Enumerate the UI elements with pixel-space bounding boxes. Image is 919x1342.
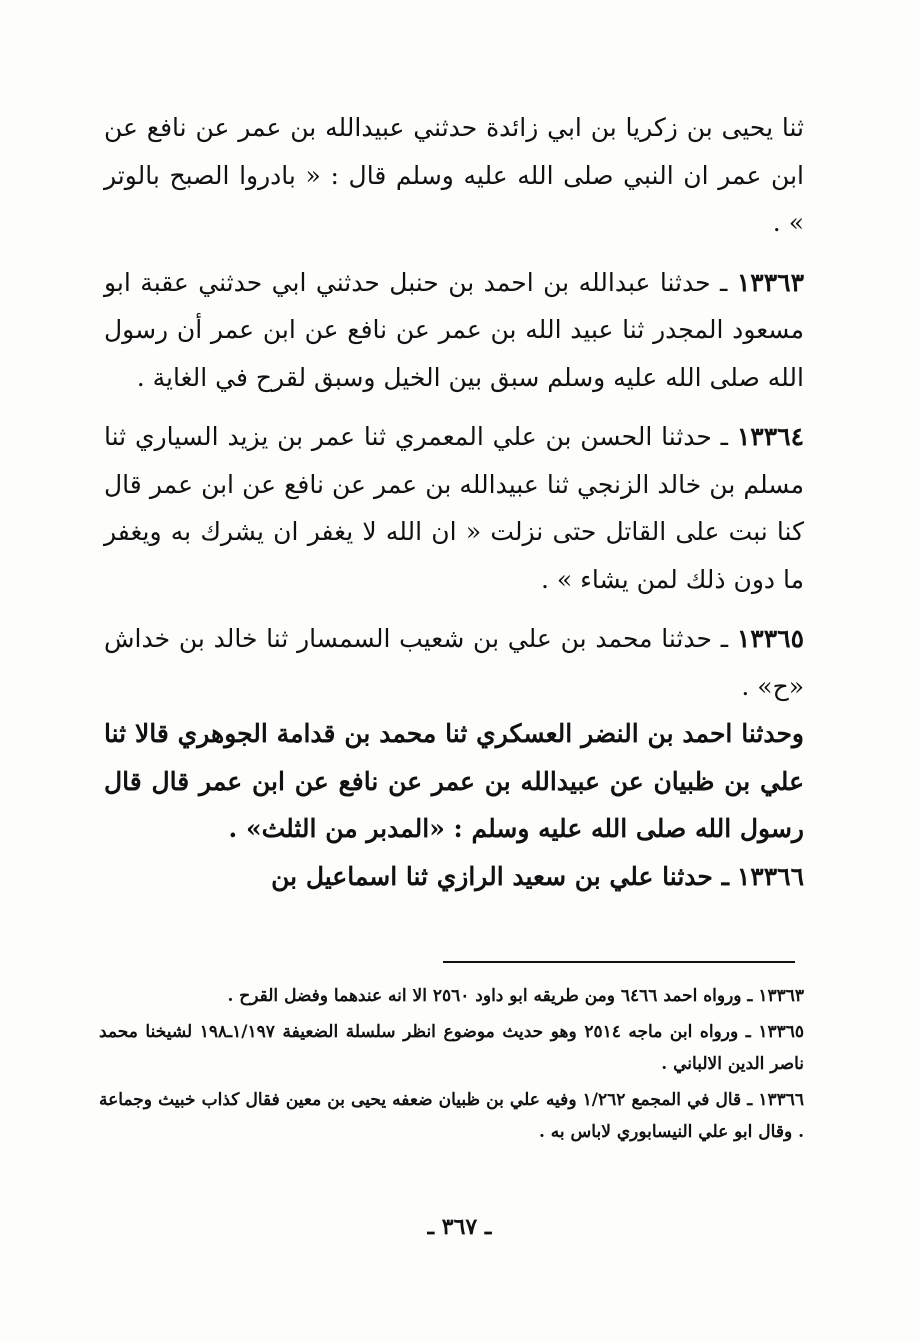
hadith-text: ثنا يحيى بن زكريا بن ابي زائدة حدثني عبيدالله بن عمر عن نافع عن ابن عمر ان النبي صلى الله عليه وسلم قال : « بادروا الصبح بالوتر » . xyxy=(104,113,804,237)
footnote-13366: ١٣٣٦٦ ـ قال في المجمع ١/٢٦٢ وفيه علي بن ظبيان ضعفه يحيى بن معين فقال كذاب خبيث وجماعة . وقال ابو علي النيسابوري لاباس به . xyxy=(99,1090,804,1142)
hadith-text: ـ حدثنا الحسن بن علي المعمري ثنا عمر بن يزيد السياري ثنا مسلم بن خالد الزنجي ثنا عبيدالله بن عمر عن نافع عن ابن عمر قال كنا نبت على القاتل حتى نزلت « ان الله لا يغفر ان يشرك به ويغفر ما دون ذلك لمن يشاء » . xyxy=(104,422,804,594)
page-number: ـ ٣٦٧ ـ xyxy=(427,1214,492,1240)
footnote-divider xyxy=(443,961,795,963)
hadith-text: وحدثنا احمد بن النضر العسكري ثنا محمد بن قدامة الجوهري قالا ثنا علي بن ظبيان عن عبيدالله بن عمر عن نافع عن ابن عمر قال قال رسول الله صلى الله عليه وسلم : «المدبر من الثلث» . xyxy=(104,719,804,843)
footnote-13363: ١٣٣٦٣ ـ ورواه احمد ٦٤٦٦ ومن طريقه ابو داود ٢٥٦٠ الا انه عندهما وفضل القرح . xyxy=(227,986,804,1006)
hadith-paragraph-13363 xyxy=(104,259,804,402)
hadith-paragraph-13366 xyxy=(104,853,804,901)
hadith-number: ١٣٣٦٤ xyxy=(736,422,804,451)
hadith-paragraph-13365-second-chain xyxy=(104,710,804,853)
hadith-number: ١٣٣٦٥ xyxy=(736,624,804,653)
hadith-paragraph-13365 xyxy=(104,615,804,710)
hadith-paragraph-continuation xyxy=(104,104,804,247)
hadith-number: ١٣٣٦٦ xyxy=(736,861,804,891)
footnotes-block xyxy=(99,980,804,1152)
hadith-paragraph-13364 xyxy=(104,413,804,603)
hadith-text: ـ حدثنا علي بن سعيد الرازي ثنا اسماعيل بن xyxy=(271,861,729,891)
hadith-text-block xyxy=(104,104,804,900)
hadith-text: ـ حدثنا محمد بن علي بن شعيب السمسار ثنا خالد بن خداش «ح» . xyxy=(104,624,804,701)
hadith-text: ـ حدثنا عبدالله بن احمد بن حنبل حدثني ابي حدثني عقبة ابو مسعود المجدر ثنا عبيد الله بن عمر عن نافع عن ابن عمر أن رسول الله صلى الله عليه وسلم سبق بين الخيل وسبق لقرح في الغاية . xyxy=(104,267,804,392)
hadith-number: ١٣٣٦٣ xyxy=(736,267,805,297)
footnote-13365: ١٣٣٦٥ ـ ورواه ابن ماجه ٢٥١٤ وهو حديث موضوع انظر سلسلة الضعيفة ١/١٩٧ـ١٩٨ لشيخنا محمد ناصر الدين الالباني . xyxy=(99,1022,804,1074)
